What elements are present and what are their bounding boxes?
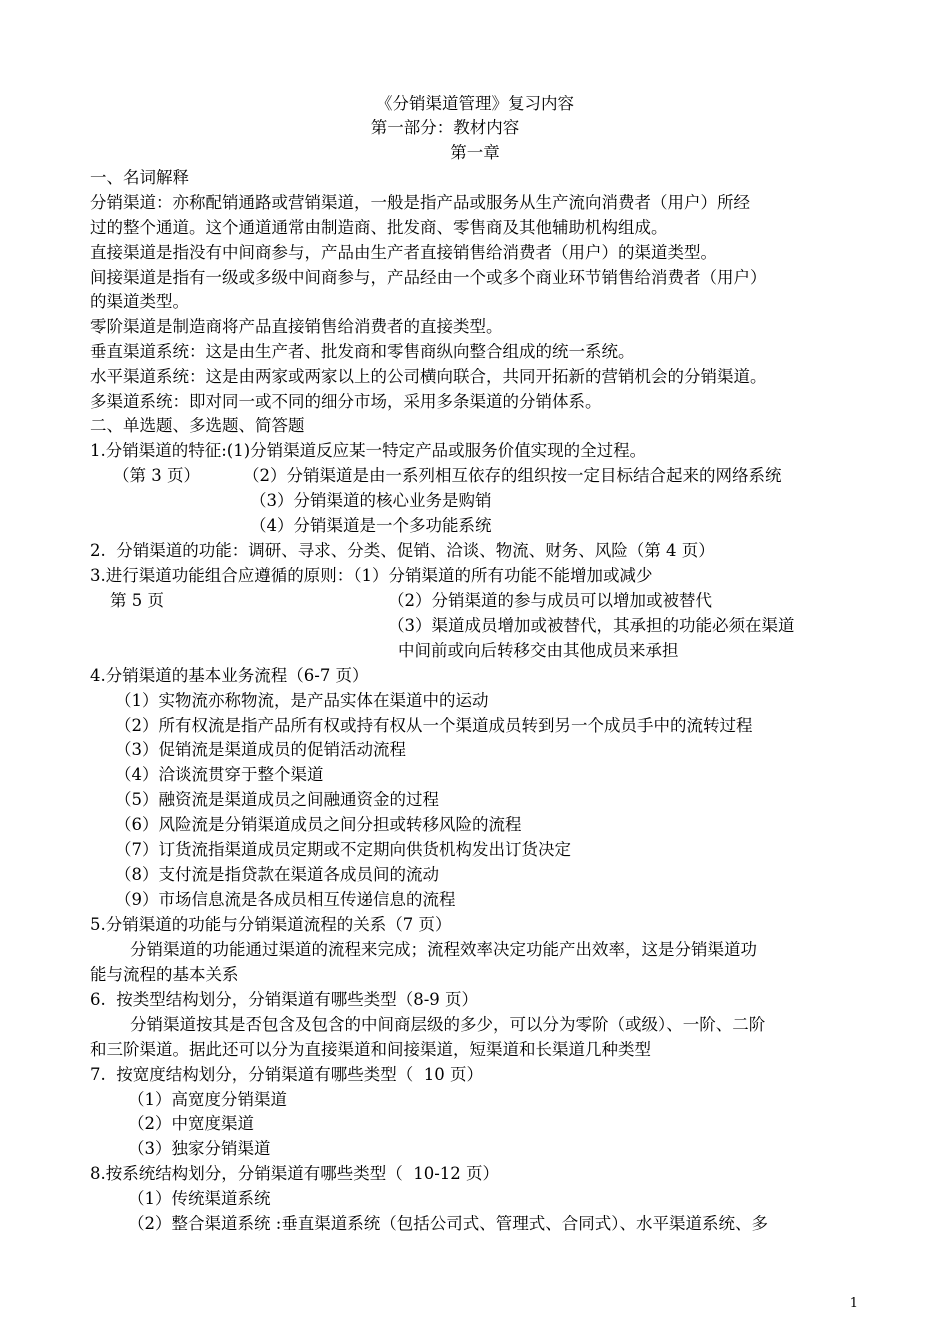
body-line: 4.分销渠道的基本业务流程（6-7 页） xyxy=(90,666,369,685)
body-line: 2. 分销渠道的功能：调研、寻求、分类、促销、洽谈、物流、财务、风险（第 4 页） xyxy=(90,541,715,560)
doc-title: 《分销渠道管理》复习内容 xyxy=(376,94,574,113)
body-line: 5.分销渠道的功能与分销渠道流程的关系（7 页） xyxy=(90,915,452,934)
body-line: 间接渠道是指有一级或多级中间商参与，产品经由一个或多个商业环节销售给消费者（用户） xyxy=(90,268,767,287)
body-line: 3.进行渠道功能组合应遵循的原则：（1）分销渠道的所有功能不能增加或减少 xyxy=(90,566,653,585)
list-item: （2）分销渠道是由一系列相互依存的组织按一定目标结合起来的网络系统 xyxy=(243,466,782,485)
page-ref: （第 3 页） xyxy=(113,466,200,485)
part-heading: 第一部分：教材内容 xyxy=(370,118,520,137)
list-item: 中间前或向后转移交由其他成员来承担 xyxy=(398,641,679,660)
body-line: 分销渠道的功能通过渠道的流程来完成；流程效率决定功能产出效率，这是分销渠道功 xyxy=(130,940,757,959)
list-item: （2）分销渠道的参与成员可以增加或被替代 xyxy=(388,591,712,610)
list-item: （3）分销渠道的核心业务是购销 xyxy=(250,491,492,510)
list-item: （5）融资流是渠道成员之间融通资金的过程 xyxy=(115,790,439,809)
body-line: 分销渠道：亦称配销通路或营销渠道，一般是指产品或服务从生产流向消费者（用户）所经 xyxy=(90,193,750,212)
body-line: 和三阶渠道。据此还可以分为直接渠道和间接渠道，短渠道和长渠道几种类型 xyxy=(90,1040,651,1059)
body-line: 6. 按类型结构划分，分销渠道有哪些类型（8-9 页） xyxy=(90,990,479,1009)
body-line: 分销渠道按其是否包含及包含的中间商层级的多少，可以分为零阶（或级）、一阶、二阶 xyxy=(130,1015,766,1034)
list-item: （3）渠道成员增加或被替代，其承担的功能必须在渠道 xyxy=(388,616,795,635)
body-line: 能与流程的基本关系 xyxy=(90,965,239,984)
list-item: （1）实物流亦称物流，是产品实体在渠道中的运动 xyxy=(115,691,489,710)
body-line: 多渠道系统：即对同一或不同的细分市场，采用多条渠道的分销体系。 xyxy=(90,392,602,411)
body-line: 直接渠道是指没有中间商参与，产品由生产者直接销售给消费者（用户）的渠道类型。 xyxy=(90,243,717,262)
body-line: 零阶渠道是制造商将产品直接销售给消费者的直接类型。 xyxy=(90,317,503,336)
body-line: 垂直渠道系统：这是由生产者、批发商和零售商纵向整合组成的统一系统。 xyxy=(90,342,635,361)
body-line: 8.按系统结构划分，分销渠道有哪些类型（ 10-12 页） xyxy=(90,1164,500,1183)
body-line: 1.分销渠道的特征:(1)分销渠道反应某一特定产品或服务价值实现的全过程。 xyxy=(90,441,647,460)
body-line: 的渠道类型。 xyxy=(90,292,189,311)
list-item: （4）洽谈流贯穿于整个渠道 xyxy=(115,765,324,784)
list-item: （2）整合渠道系统 :垂直渠道系统（包括公司式、管理式、合同式）、水平渠道系统、多 xyxy=(128,1214,769,1233)
list-item: （1）高宽度分销渠道 xyxy=(128,1090,287,1109)
section-heading: 二、单选题、多选题、简答题 xyxy=(90,416,305,435)
list-item: （1）传统渠道系统 xyxy=(128,1189,271,1208)
list-item: （2）中宽度渠道 xyxy=(128,1114,254,1133)
list-item: （7）订货流指渠道成员定期或不定期向供货机构发出订货决定 xyxy=(115,840,571,859)
list-item: （2）所有权流是指产品所有权或持有权从一个渠道成员转到另一个成员手中的流转过程 xyxy=(115,716,753,735)
list-item: （9）市场信息流是各成员相互传递信息的流程 xyxy=(115,890,456,909)
chapter-heading: 第一章 xyxy=(450,143,500,162)
body-line: 过的整个通道。这个通道通常由制造商、批发商、零售商及其他辅助机构组成。 xyxy=(90,218,668,237)
body-line: 水平渠道系统：这是由两家或两家以上的公司横向联合，共同开拓新的营销机会的分销渠道。 xyxy=(90,367,767,386)
list-item: （3）独家分销渠道 xyxy=(128,1139,271,1158)
page-ref: 第 5 页 xyxy=(110,591,164,610)
page-number: 1 xyxy=(849,1296,858,1311)
section-heading: 一、名词解释 xyxy=(90,168,189,187)
list-item: （8）支付流是指贷款在渠道各成员间的流动 xyxy=(115,865,439,884)
list-item: （4）分销渠道是一个多功能系统 xyxy=(250,516,492,535)
list-item: （3）促销流是渠道成员的促销活动流程 xyxy=(115,740,406,759)
body-line: 7. 按宽度结构划分，分销渠道有哪些类型（ 10 页） xyxy=(90,1065,483,1084)
list-item: （6）风险流是分销渠道成员之间分担或转移风险的流程 xyxy=(115,815,522,834)
